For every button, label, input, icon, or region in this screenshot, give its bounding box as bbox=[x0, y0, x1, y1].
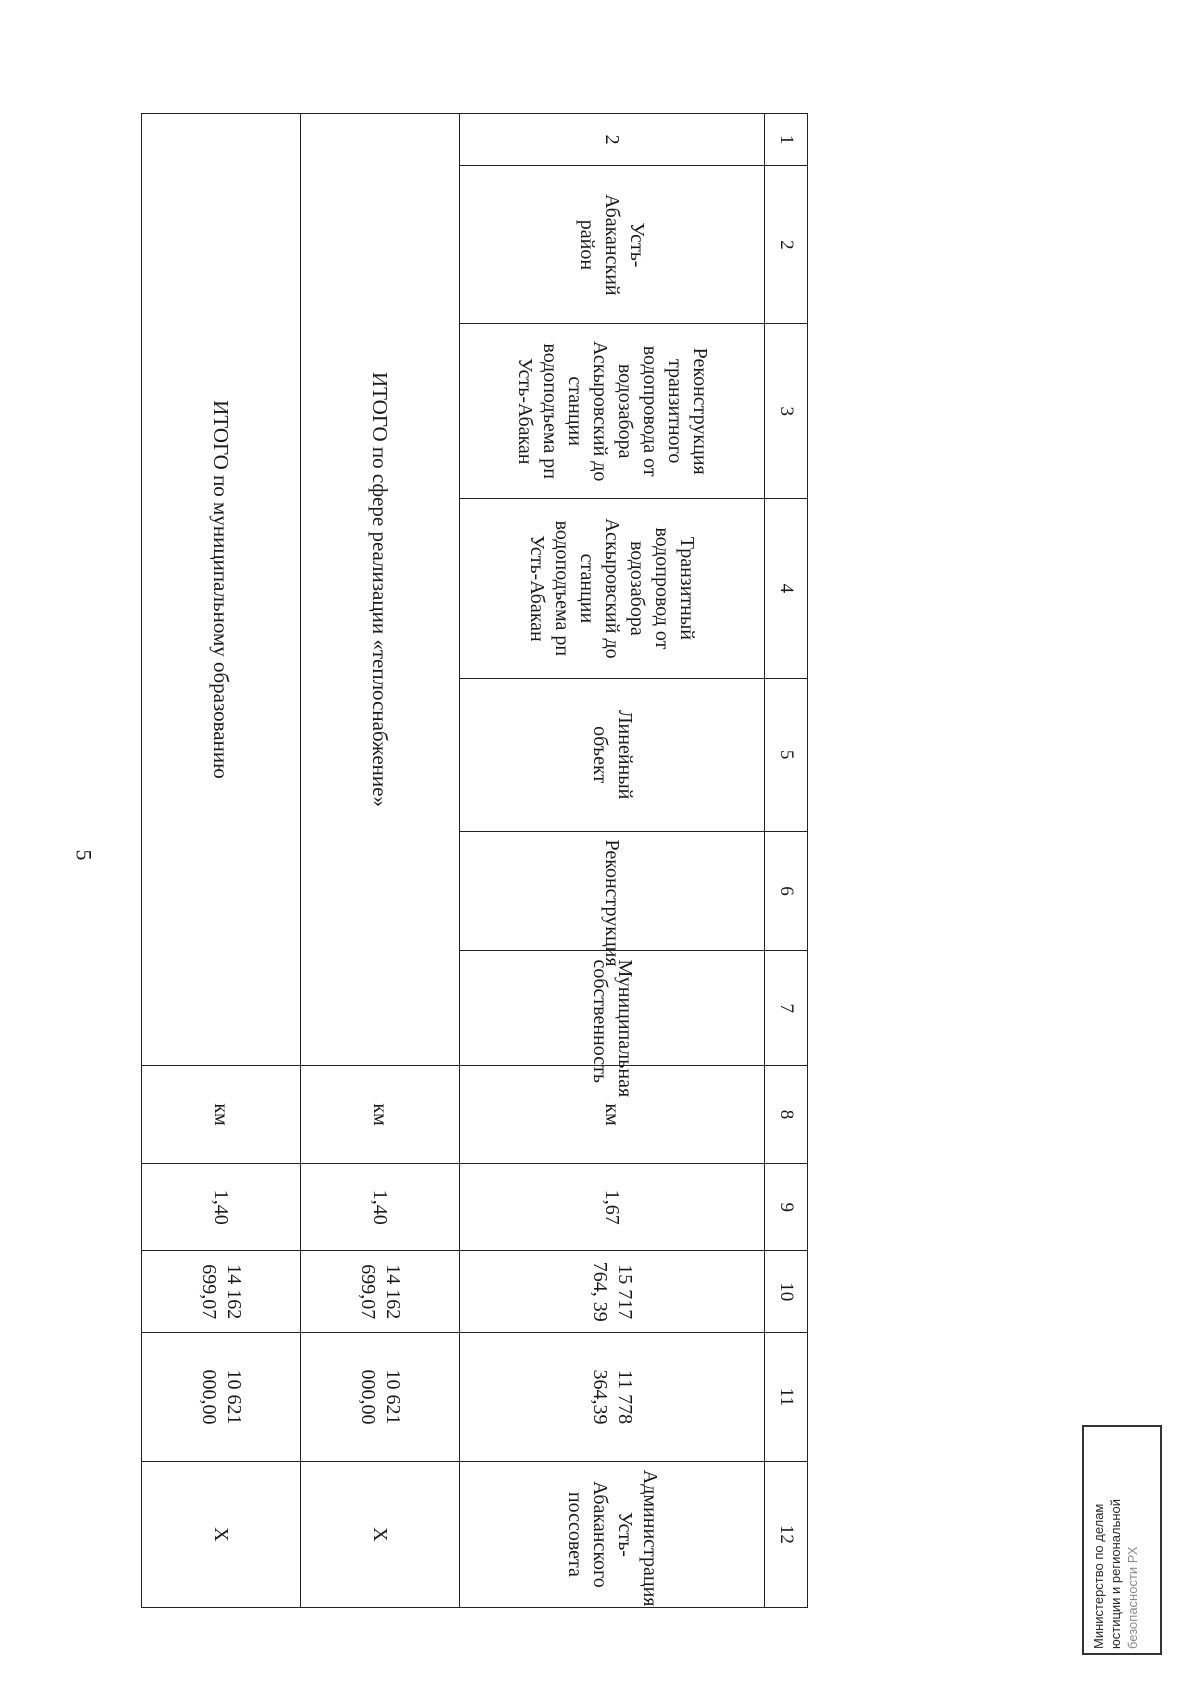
stamp-line: юстиции и региональной bbox=[1108, 1498, 1123, 1649]
column-number: 3 bbox=[765, 324, 808, 498]
total-sphere-label: ИТОГО по сфере реализации «теплоснабжение» bbox=[301, 114, 460, 1066]
length-cell: 1,40 bbox=[301, 1164, 460, 1251]
table-container bbox=[165, 113, 808, 1608]
row-number-cell: 2 bbox=[460, 114, 765, 166]
funds-cell: 10 621 000,00 bbox=[301, 1333, 460, 1462]
measure-name-cell: Реконструкция транзитного водопровода от водозабора Аскыровский до станции водоподъема рп Усть-Абакан bbox=[460, 324, 765, 498]
column-number: 2 bbox=[765, 166, 808, 324]
funds-cell: 10 621 000,00 bbox=[142, 1333, 301, 1462]
length-cell: 1,67 bbox=[460, 1164, 765, 1251]
column-number: 10 bbox=[765, 1251, 808, 1333]
unit-cell: км bbox=[460, 1065, 765, 1163]
program-table bbox=[141, 113, 808, 1608]
column-number: 11 bbox=[765, 1333, 808, 1462]
cost-cell: 15 717 764, 39 bbox=[460, 1251, 765, 1333]
responsible-cell: Х bbox=[142, 1461, 301, 1607]
object-name-cell: Транзитный водопровод от водозабора Аскыровский до станции водоподъема рп Усть-Абакан bbox=[460, 498, 765, 678]
district-cell: Усть-Абаканский район bbox=[460, 166, 765, 324]
unit-cell: км bbox=[301, 1065, 460, 1163]
ownership-cell: Муниципальная собственность bbox=[460, 951, 765, 1066]
column-number: 12 bbox=[765, 1461, 808, 1607]
stamp-line: Министерство по делам bbox=[1091, 1503, 1106, 1649]
column-number: 9 bbox=[765, 1164, 808, 1251]
cost-cell: 14 162 699,07 bbox=[142, 1251, 301, 1333]
total-municipal-row bbox=[142, 114, 301, 1608]
registration-stamp bbox=[1082, 1425, 1162, 1655]
column-number-row bbox=[765, 114, 808, 1608]
responsible-cell: Администрация Усть-Абаканского поссовета bbox=[460, 1461, 765, 1607]
total-municipal-label: ИТОГО по муниципальному образованию bbox=[142, 114, 301, 1066]
column-number: 4 bbox=[765, 498, 808, 678]
cost-cell: 14 162 699,07 bbox=[301, 1251, 460, 1333]
column-number: 6 bbox=[765, 831, 808, 951]
table-row bbox=[460, 114, 765, 1608]
column-number: 5 bbox=[765, 678, 808, 831]
total-sphere-row bbox=[301, 114, 460, 1608]
responsible-cell: Х bbox=[301, 1461, 460, 1607]
work-type-cell: Реконструкция bbox=[460, 831, 765, 951]
funds-cell: 11 778 364,39 bbox=[460, 1333, 765, 1462]
stamp-line: безопасности РХ bbox=[1125, 1546, 1140, 1649]
object-type-cell: Линейный объект bbox=[460, 678, 765, 831]
column-number: 7 bbox=[765, 951, 808, 1066]
unit-cell: км bbox=[142, 1065, 301, 1163]
column-number: 8 bbox=[765, 1065, 808, 1163]
length-cell: 1,40 bbox=[142, 1164, 301, 1251]
column-number: 1 bbox=[765, 114, 808, 166]
page-number: 5 bbox=[71, 849, 97, 861]
